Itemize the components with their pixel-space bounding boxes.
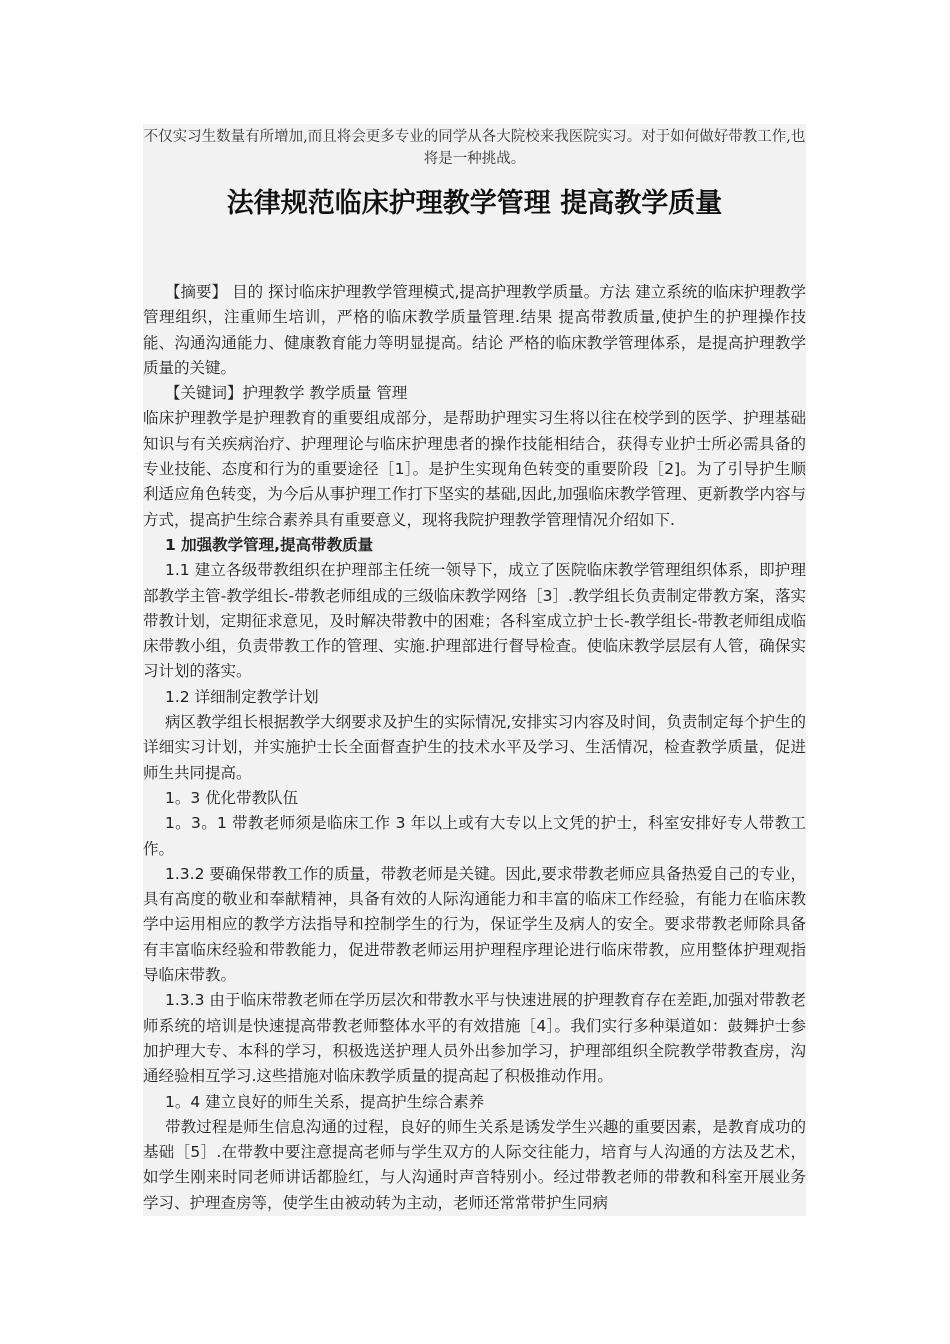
paragraph: 病区教学组长根据教学大纲要求及护生的实际情况,安排实习内容及时间，负责制定每个护生的详细实习计划，并实施护士长全面督查护生的技术水平及学习、生活情况，检查教学质量，促进师生共同提高。 — [143, 713, 806, 782]
subsection-heading: 1。3 优化带教队伍 — [165, 788, 299, 807]
paragraph: 1.3.2 要确保带教工作的质量，带教老师是关键。因此,要求带教老师应具备热爱自己的专业，具有高度的敬业和奉献精神，具备有效的人际沟通能力和丰富的临床工作经验，有能力在临床教学中运用相应的教学方法指导和控制学生的行为，保证学生及病人的安全。要求带教老师除具备有丰富临床经验和带教能力，促进带教老师运用护理程序理论进行临床带教，应用整体护理观指导临床带教。 — [143, 864, 806, 985]
body-text — [143, 280, 806, 1216]
section-heading: 1 加强教学管理,提高带教质量 — [165, 535, 374, 554]
paragraph-intro: 临床护理教学是护理教育的重要组成部分，是帮助护理实习生将以往在校学到的医学、护理基础知识与有关疾病治疗、护理理论与临床护理患者的操作技能相结合，获得专业护士所必需具备的专业技能、态度和行为的重要途径［1］。是护生实现角色转变的重要阶段［2]。为了引导护生顺利适应角色转变，为今后从事护理工作打下坚实的基础,因此,加强临床教学管理、更新教学内容与方式，提高护生综合素养具有重要意义，现将我院护理教学管理情况介绍如下. — [143, 409, 806, 529]
spacer — [143, 228, 806, 280]
paragraph-keywords: 【关键词】护理教学 教学质量 管理 — [165, 384, 408, 403]
document-page — [143, 124, 806, 1216]
subsection-heading: 1。4 建立良好的师生关系，提高护生综合素养 — [165, 1092, 485, 1111]
paragraph: 1.3.3 由于临床带教老师在学历层次和带教水平与快速进展的护理教育存在差距,加强对带教老师系统的培训是快速提高带教老师整体水平的有效措施［4］。我们实行多种渠道如：鼓舞护士参加护理大专、本科的学习，积极选送护理人员外出参加学习，护理部组织全院教学带教查房，沟通经验相互学习.这些措施对临床教学质量的提高起了积极推动作用。 — [143, 991, 806, 1086]
subsection-heading: 1.2 详细制定教学计划 — [165, 687, 319, 706]
paragraph: 带教过程是师生信息沟通的过程，良好的师生关系是诱发学生兴趣的重要因素，是教育成功的基础［5］.在带教中要注意提高老师与学生双方的人际交往能力，培育与人沟通的方法及艺术，如学生刚来时同老师讲话都脸红，与人沟通时声音特别小。经过带教老师的带教和科室开展业务学习、护理查房等，使学生由被动转为主动，老师还常常带护生同病 — [143, 1117, 806, 1212]
paragraph-abstract: 【摘要】 目的 探讨临床护理教学管理模式,提高护理教学质量。方法 建立系统的临床护理教学管理组织，注重师生培训，严格的临床教学质量管理.结果 提高带教质量,使护生的护理操作技能、沟通沟通能力、健康教育能力等明显提高。结论 严格的临床教学管理体系，是提高护理教学质量的关键。 — [143, 283, 806, 377]
paragraph: 1.1 建立各级带教组织在护理部主任统一领导下，成立了医院临床教学管理组织体系，即护理部教学主管-教学组长-带教老师组成的三级临床教学网络［3］.教学组长负责制定带教方案，落实带教计划，定期征求意见，及时解决带教中的困难；各科室成立护士长-教学组长-带教老师组成临床带教小组，负责带教工作的管理、实施.护理部进行督导检查。使临床教学层层有人管，确保实习计划的落实。 — [143, 561, 806, 681]
intro-text: 不仅实习生数量有所增加,而且将会更多专业的同学从各大院校来我医院实习。对于如何做好带教工作,也将是一种挑战。 — [143, 129, 806, 167]
paragraph: 1。3。1 带教老师须是临床工作 3 年以上或有大专以上文凭的护士，科室安排好专人带教工作。 — [143, 814, 806, 858]
document-title: 法律规范临床护理教学管理 提高教学质量 — [226, 188, 723, 219]
